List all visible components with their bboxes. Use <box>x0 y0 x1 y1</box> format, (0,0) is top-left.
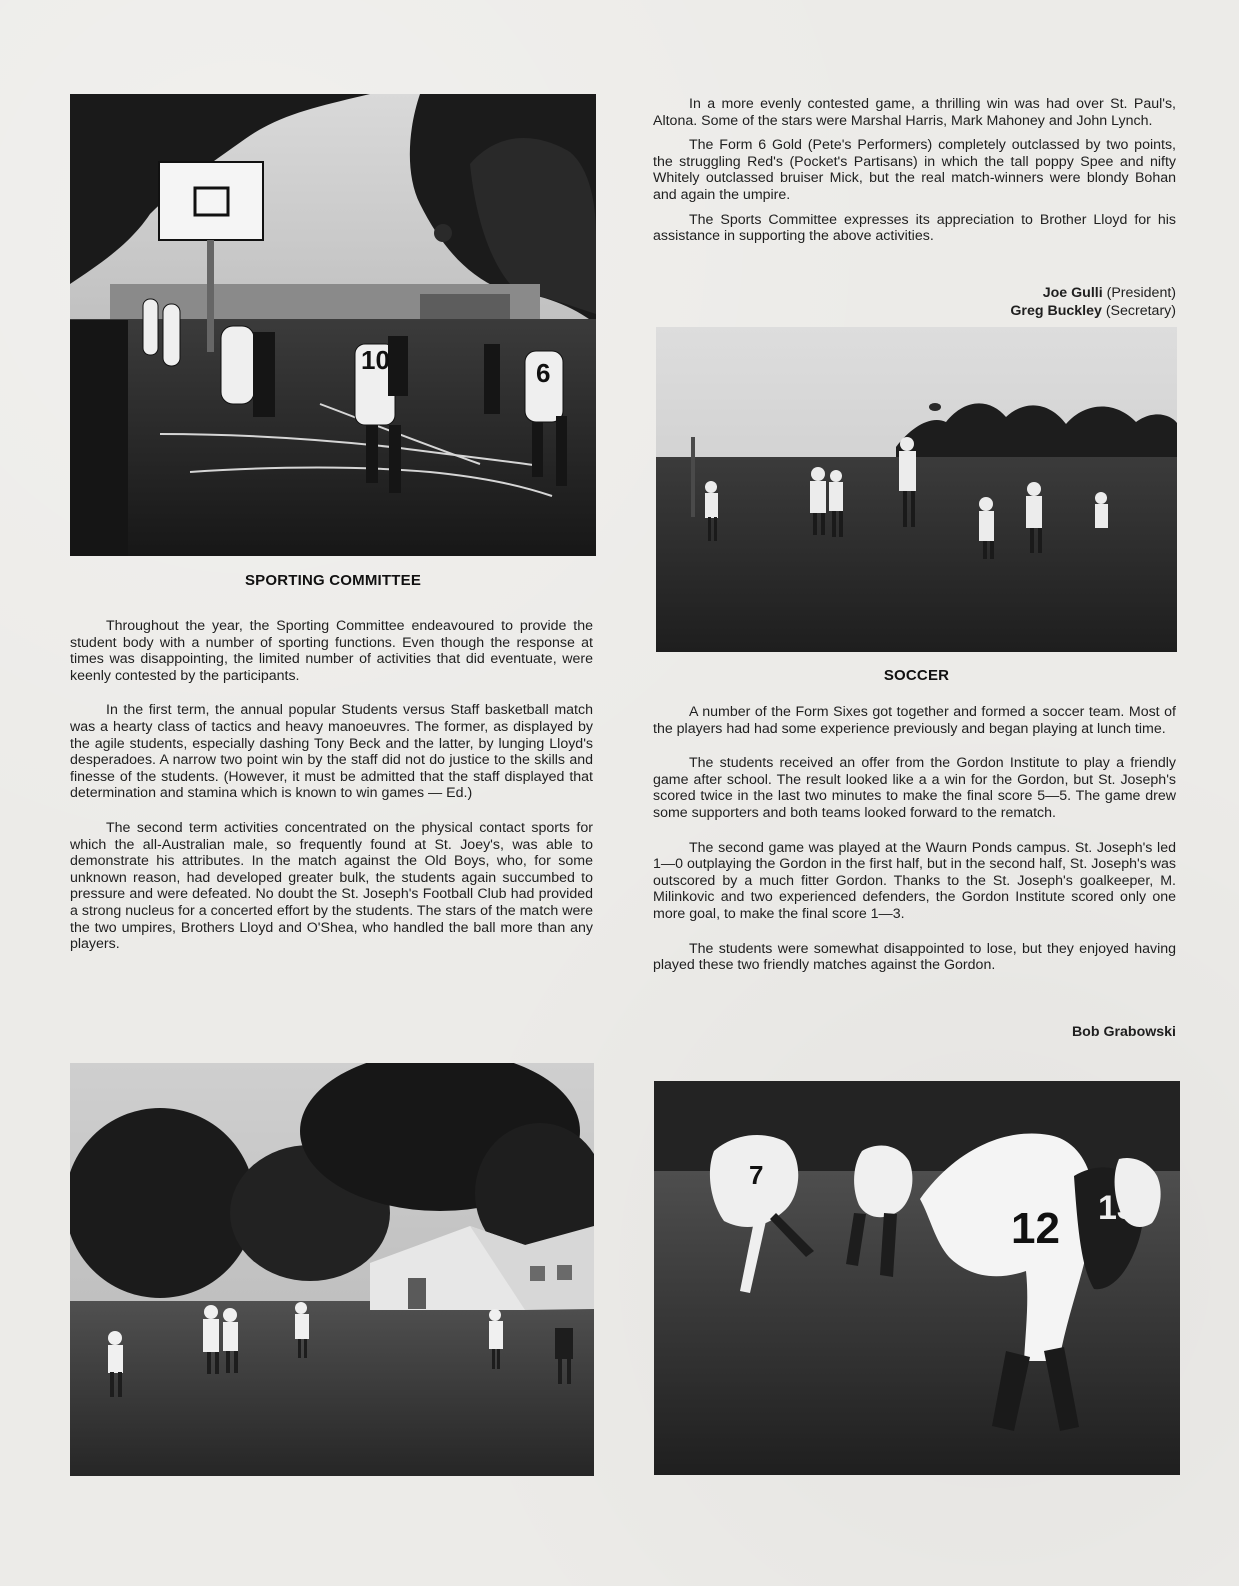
soccer-photo-top-art <box>656 327 1177 652</box>
right-top-paragraph-1: In a more evenly contested game, a thrilling win was had over St. Paul's, Altona. Some of the stars were Marshal Harris, Mark Mahoney and John Lynch. <box>653 96 1176 129</box>
left-text-column <box>70 618 593 953</box>
football-photo-art <box>70 1063 594 1476</box>
soccer-author-name: Bob Grabowski <box>1071 1024 1176 1040</box>
signature-president-name: Joe Gulli <box>1042 285 1103 301</box>
right-bottom-paragraph-3: The second game was played at the Waurn Ponds campus. St. Joseph's led 1—0 outplaying the Gordon in the first half, but in the second half, St. Joseph's was outscored by a much fitter Gordon. Thanks to the St. Joseph's goalkeeper, M. Milinkovic and two experienced defenders, the Gordon Institute scored only one more goal, to make the final score 1—3. <box>653 839 1176 922</box>
right-top-paragraph-3: The Sports Committee expresses its appreciation to Brother Lloyd for his assistance in supporting the above activities. <box>653 211 1176 245</box>
basketball-photo-art <box>70 94 596 556</box>
soccer-photo-bottom <box>654 1081 1180 1475</box>
right-bottom-text-column <box>653 704 1176 974</box>
soccer-heading: SOCCER <box>883 667 950 684</box>
right-top-text-column <box>653 96 1176 245</box>
signature-president <box>653 285 1176 302</box>
right-top-paragraph-2: The Form 6 Gold (Pete's Performers) completely outclassed by two points, the struggling Red's (Pocket's Partisans) in which the tall poppy Spee and nifty Whitely outclassed bruiser Mick, but the real match-winners were blondy Bohan and again the umpire. <box>653 137 1176 203</box>
football-photo <box>70 1063 594 1476</box>
sporting-heading: SPORTING COMMITTEE <box>244 572 422 589</box>
basketball-photo <box>70 94 596 556</box>
right-bottom-paragraph-1: A number of the Form Sixes got together and formed a soccer team. Most of the players had had some experience previously and began playing at lunch time. <box>653 704 1176 737</box>
soccer-author <box>653 1024 1176 1041</box>
soccer-jersey-13: 13 <box>1098 1189 1136 1227</box>
jersey-number-10: 10 <box>361 345 390 375</box>
right-bottom-paragraph-2: The students received an offer from the Gordon Institute to play a friendly game after school. The result looked like a a win for the Gordon, but St. Joseph's scored twice in the last two minutes to make the final score 5—5. The game drew some supporters and both teams looked forward to the rematch. <box>653 755 1176 821</box>
soccer-photo-bottom-art <box>654 1081 1180 1475</box>
right-bottom-paragraph-4: The students were somewhat disappointed to lose, but they enjoyed having played these two friendly matches against the Gordon. <box>653 940 1176 974</box>
signature-secretary-role: (Secretary) <box>1105 303 1176 319</box>
signature-secretary <box>653 303 1176 320</box>
soccer-jersey-7: 7 <box>749 1160 764 1190</box>
soccer-jersey-12: 12 <box>1011 1204 1060 1253</box>
signature-secretary-name: Greg Buckley <box>1010 303 1102 319</box>
left-paragraph-1: Throughout the year, the Sporting Committee endeavoured to provide the student body with a number of sporting functions. Even though the response at times was disappointing, the limited number of activities that did eventuate, were keenly contested by the participants. <box>70 618 593 684</box>
soccer-photo-top <box>656 327 1177 652</box>
left-paragraph-2: In the first term, the annual popular Students versus Staff basketball match was a hearty class of tactics and heavy manoeuvres. The former, as displayed by the agile students, especially dashing Tony Beck and the latter, by lunging Lloyd's desperadoes. A narrow two point win by the staff did not do justice to the skills and finesse of the students. (However, it must be admitted that the staff displayed that determination and stamina which is known to win games — Ed.) <box>70 702 593 802</box>
left-paragraph-3: The second term activities concentrated on the physical contact sports for which the all-Australian male, so frequently found at St. Joey's, was able to demonstrate his attributes. In the match against the Old Boys, who, for some unknown reason, had developed greater bulk, the students again succumbed to pressure and were defeated. No doubt the St. Joseph's Football Club had provided a strong nucleus for a concerted effort by the students. The stars of the match were the two umpires, Brothers Lloyd and O'Shea, who handled the ball more than any players. <box>70 819 593 953</box>
signature-president-role: (President) <box>1106 285 1176 301</box>
jersey-number-6: 6 <box>536 358 551 388</box>
